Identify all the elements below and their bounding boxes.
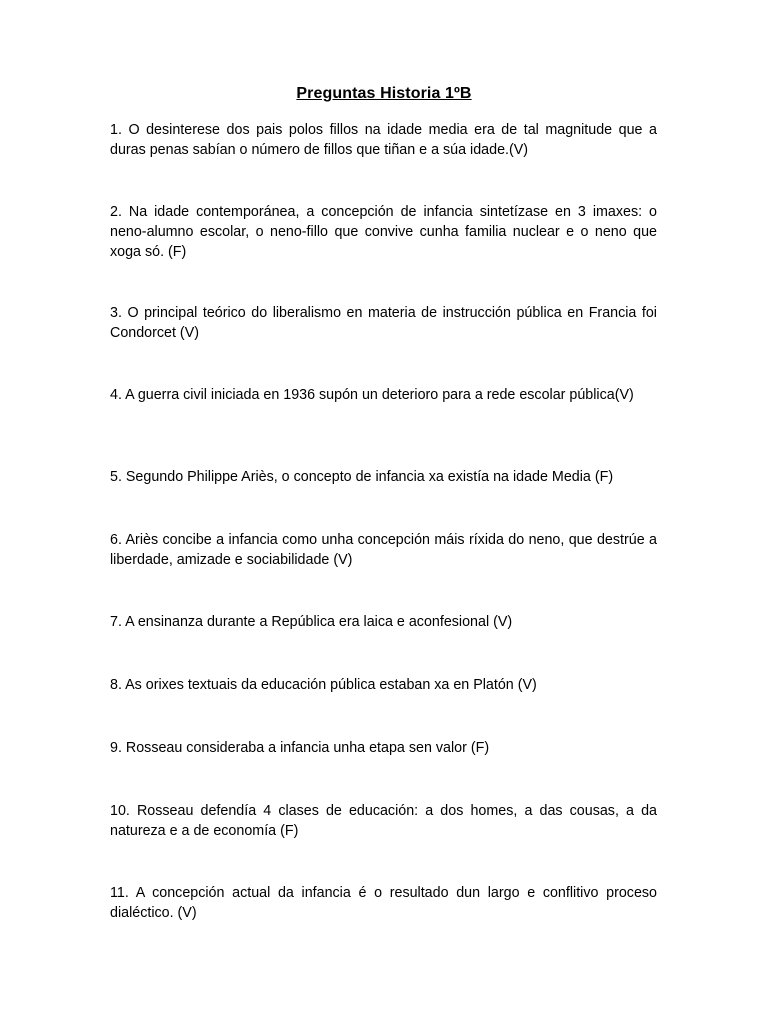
- question-4: 4. A guerra civil iniciada en 1936 supón un deterioro para a rede escolar pública(V): [110, 387, 634, 403]
- question-11: 11. A concepción actual da infancia é o resultado dun largo e conflitivo proceso dialéctico. (V): [110, 885, 657, 921]
- question-10: 10. Rosseau defendía 4 clases de educación: a dos homes, a das cousas, a da natureza e a de economía (F): [110, 803, 657, 839]
- question-1: 1. O desinterese dos pais polos fillos na idade media era de tal magnitude que a duras penas sabían o número de fillos que tiñan e a súa idade.(V): [110, 122, 657, 158]
- question-6: 6. Ariès concibe a infancia como unha concepción máis ríxida do neno, que destrúe a liberdade, amizade e sociabilidade (V): [110, 532, 657, 568]
- question-8: 8. As orixes textuais da educación pública estaban xa en Platón (V): [110, 677, 537, 693]
- document-title: Preguntas Historia 1ºB: [296, 85, 472, 102]
- question-3: 3. O principal teórico do liberalismo en materia de instrucción pública en Francia foi Condorcet (V): [110, 305, 657, 341]
- question-9: 9. Rosseau consideraba a infancia unha etapa sen valor (F): [110, 740, 490, 756]
- question-7: 7. A ensinanza durante a República era laica e aconfesional (V): [110, 614, 513, 630]
- question-5: 5. Segundo Philippe Ariès, o concepto de infancia xa existía na idade Media (F): [110, 469, 614, 485]
- question-2: 2. Na idade contemporánea, a concepción de infancia sintetízase en 3 imaxes: o neno-alumno escolar, o neno-fillo que convive cunha familia nuclear e o neno que xoga só. (F): [110, 204, 657, 260]
